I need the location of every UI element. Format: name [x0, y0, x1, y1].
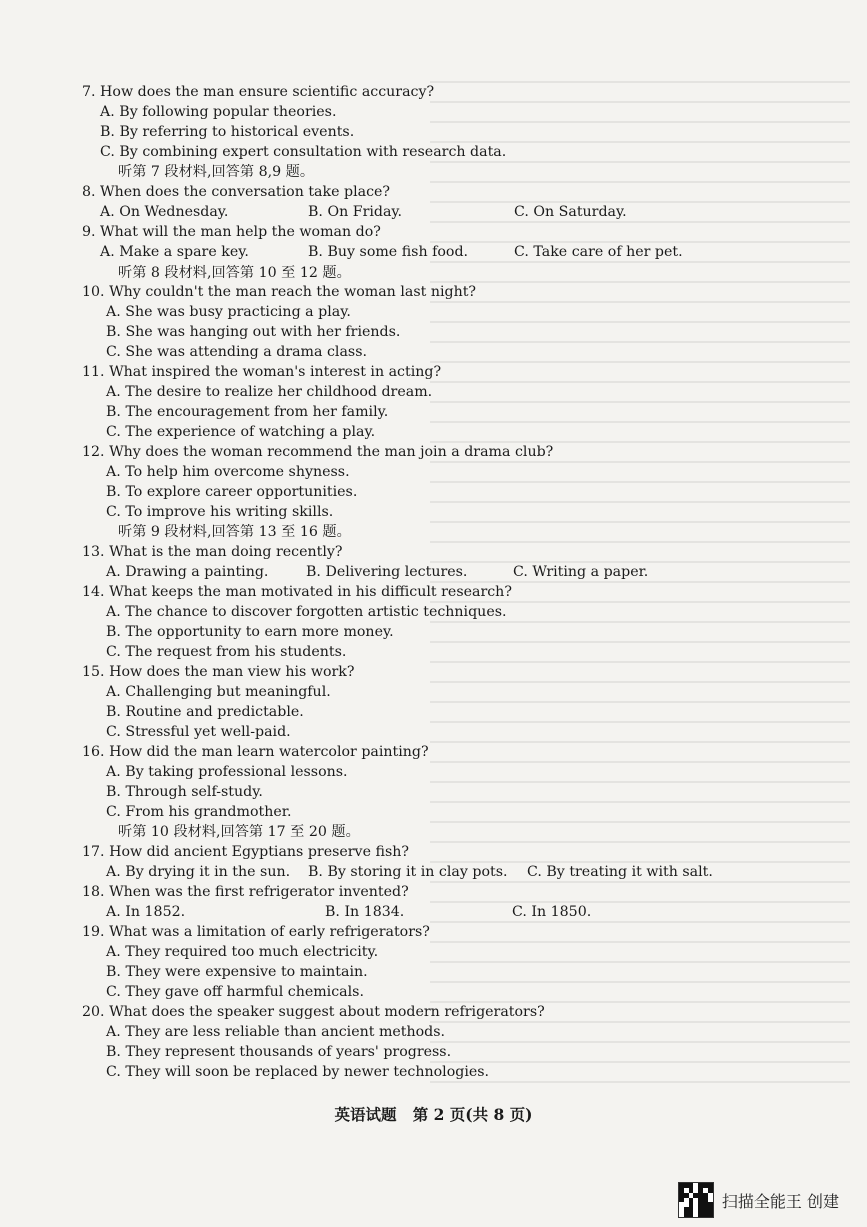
line-q14: 14. What keeps the man motivated in his difficult research? [82, 584, 512, 600]
option-q13opts-c: C. Writing a paper. [513, 564, 649, 580]
line-s9: 听第 9 段材料,回答第 13 至 16 题。 [118, 524, 351, 540]
line-q10b: B. She was hanging out with her friends. [106, 324, 401, 340]
line-q15c: C. Stressful yet well-paid. [106, 724, 291, 740]
option-q17opts-c: C. By treating it with salt. [527, 864, 713, 880]
line-q20b: B. They represent thousands of years' progress. [106, 1044, 452, 1060]
option-q13opts-a: A. Drawing a painting. [106, 564, 269, 580]
line-q20c: C. They will soon be replaced by newer technologies. [106, 1064, 490, 1080]
option-q9opts-c: C. Take care of her pet. [514, 244, 683, 260]
line-q19c: C. They gave off harmful chemicals. [106, 984, 364, 1000]
line-q19: 19. What was a limitation of early refrigerators? [82, 924, 430, 940]
line-q14b: B. The opportunity to earn more money. [106, 624, 394, 640]
line-s8: 听第 8 段材料,回答第 10 至 12 题。 [118, 265, 351, 281]
option-q17opts-a: A. By drying it in the sun. [106, 864, 291, 880]
footer-page-number: 第 2 页(共 8 页) [412, 1105, 533, 1124]
option-q13opts-b: B. Delivering lectures. [306, 564, 468, 580]
line-q11c: C. The experience of watching a play. [106, 424, 376, 440]
line-q10: 10. Why couldn't the man reach the woman last night? [82, 284, 477, 300]
option-q17opts-b: B. By storing it in clay pots. [308, 864, 508, 880]
page-footer [0, 1103, 867, 1125]
line-q16a: A. By taking professional lessons. [106, 764, 348, 780]
line-q18: 18. When was the first refrigerator invented? [82, 884, 409, 900]
line-q19b: B. They were expensive to maintain. [106, 964, 368, 980]
option-q18opts-a: A. In 1852. [106, 904, 186, 920]
line-q20a: A. They are less reliable than ancient methods. [106, 1024, 446, 1040]
line-q15a: A. Challenging but meaningful. [106, 684, 331, 700]
line-q12a: A. To help him overcome shyness. [106, 464, 350, 480]
option-q8opts-b: B. On Friday. [308, 204, 403, 220]
option-q9opts-a: A. Make a spare key. [100, 244, 249, 260]
line-q8: 8. When does the conversation take place? [82, 184, 391, 200]
line-q10a: A. She was busy practicing a play. [106, 304, 351, 320]
line-q15b: B. Routine and predictable. [106, 704, 304, 720]
line-q16: 16. How did the man learn watercolor painting? [82, 744, 429, 760]
line-q9: 9. What will the man help the woman do? [82, 224, 381, 240]
line-q17: 17. How did ancient Egyptians preserve fish? [82, 844, 409, 860]
line-q7a: A. By following popular theories. [100, 104, 337, 120]
line-q7b: B. By referring to historical events. [100, 124, 355, 140]
line-q14c: C. The request from his students. [106, 644, 347, 660]
watermark-text: 扫描全能王 创建 [721, 1191, 839, 1211]
line-q16b: B. Through self-study. [106, 784, 263, 800]
option-q9opts-b: B. Buy some fish food. [308, 244, 469, 260]
line-q7: 7. How does the man ensure scientific accuracy? [82, 84, 435, 100]
scanner-watermark [678, 1182, 839, 1218]
line-s10: 听第 10 段材料,回答第 17 至 20 题。 [118, 824, 360, 840]
line-q11b: B. The encouragement from her family. [106, 404, 389, 420]
line-q16c: C. From his grandmother. [106, 804, 292, 820]
option-q8opts-c: C. On Saturday. [514, 204, 627, 220]
line-q7c: C. By combining expert consultation with research data. [100, 144, 507, 160]
line-q11: 11. What inspired the woman's interest in acting? [82, 364, 442, 380]
line-q12: 12. Why does the woman recommend the man join a drama club? [82, 444, 554, 460]
line-q13: 13. What is the man doing recently? [82, 544, 343, 560]
line-s7: 听第 7 段材料,回答第 8,9 题。 [118, 164, 315, 180]
line-q15: 15. How does the man view his work? [82, 664, 355, 680]
qr-code-icon [678, 1182, 714, 1218]
option-q18opts-c: C. In 1850. [512, 904, 592, 920]
option-q18opts-b: B. In 1834. [325, 904, 405, 920]
line-q14a: A. The chance to discover forgotten artistic techniques. [106, 604, 507, 620]
line-q12c: C. To improve his writing skills. [106, 504, 334, 520]
footer-title: 英语试题 [334, 1105, 397, 1124]
line-q20: 20. What does the speaker suggest about modern refrigerators? [82, 1004, 545, 1020]
line-q19a: A. They required too much electricity. [106, 944, 379, 960]
option-q8opts-a: A. On Wednesday. [100, 204, 229, 220]
line-q12b: B. To explore career opportunities. [106, 484, 358, 500]
line-q10c: C. She was attending a drama class. [106, 344, 367, 360]
line-q11a: A. The desire to realize her childhood dream. [106, 384, 433, 400]
